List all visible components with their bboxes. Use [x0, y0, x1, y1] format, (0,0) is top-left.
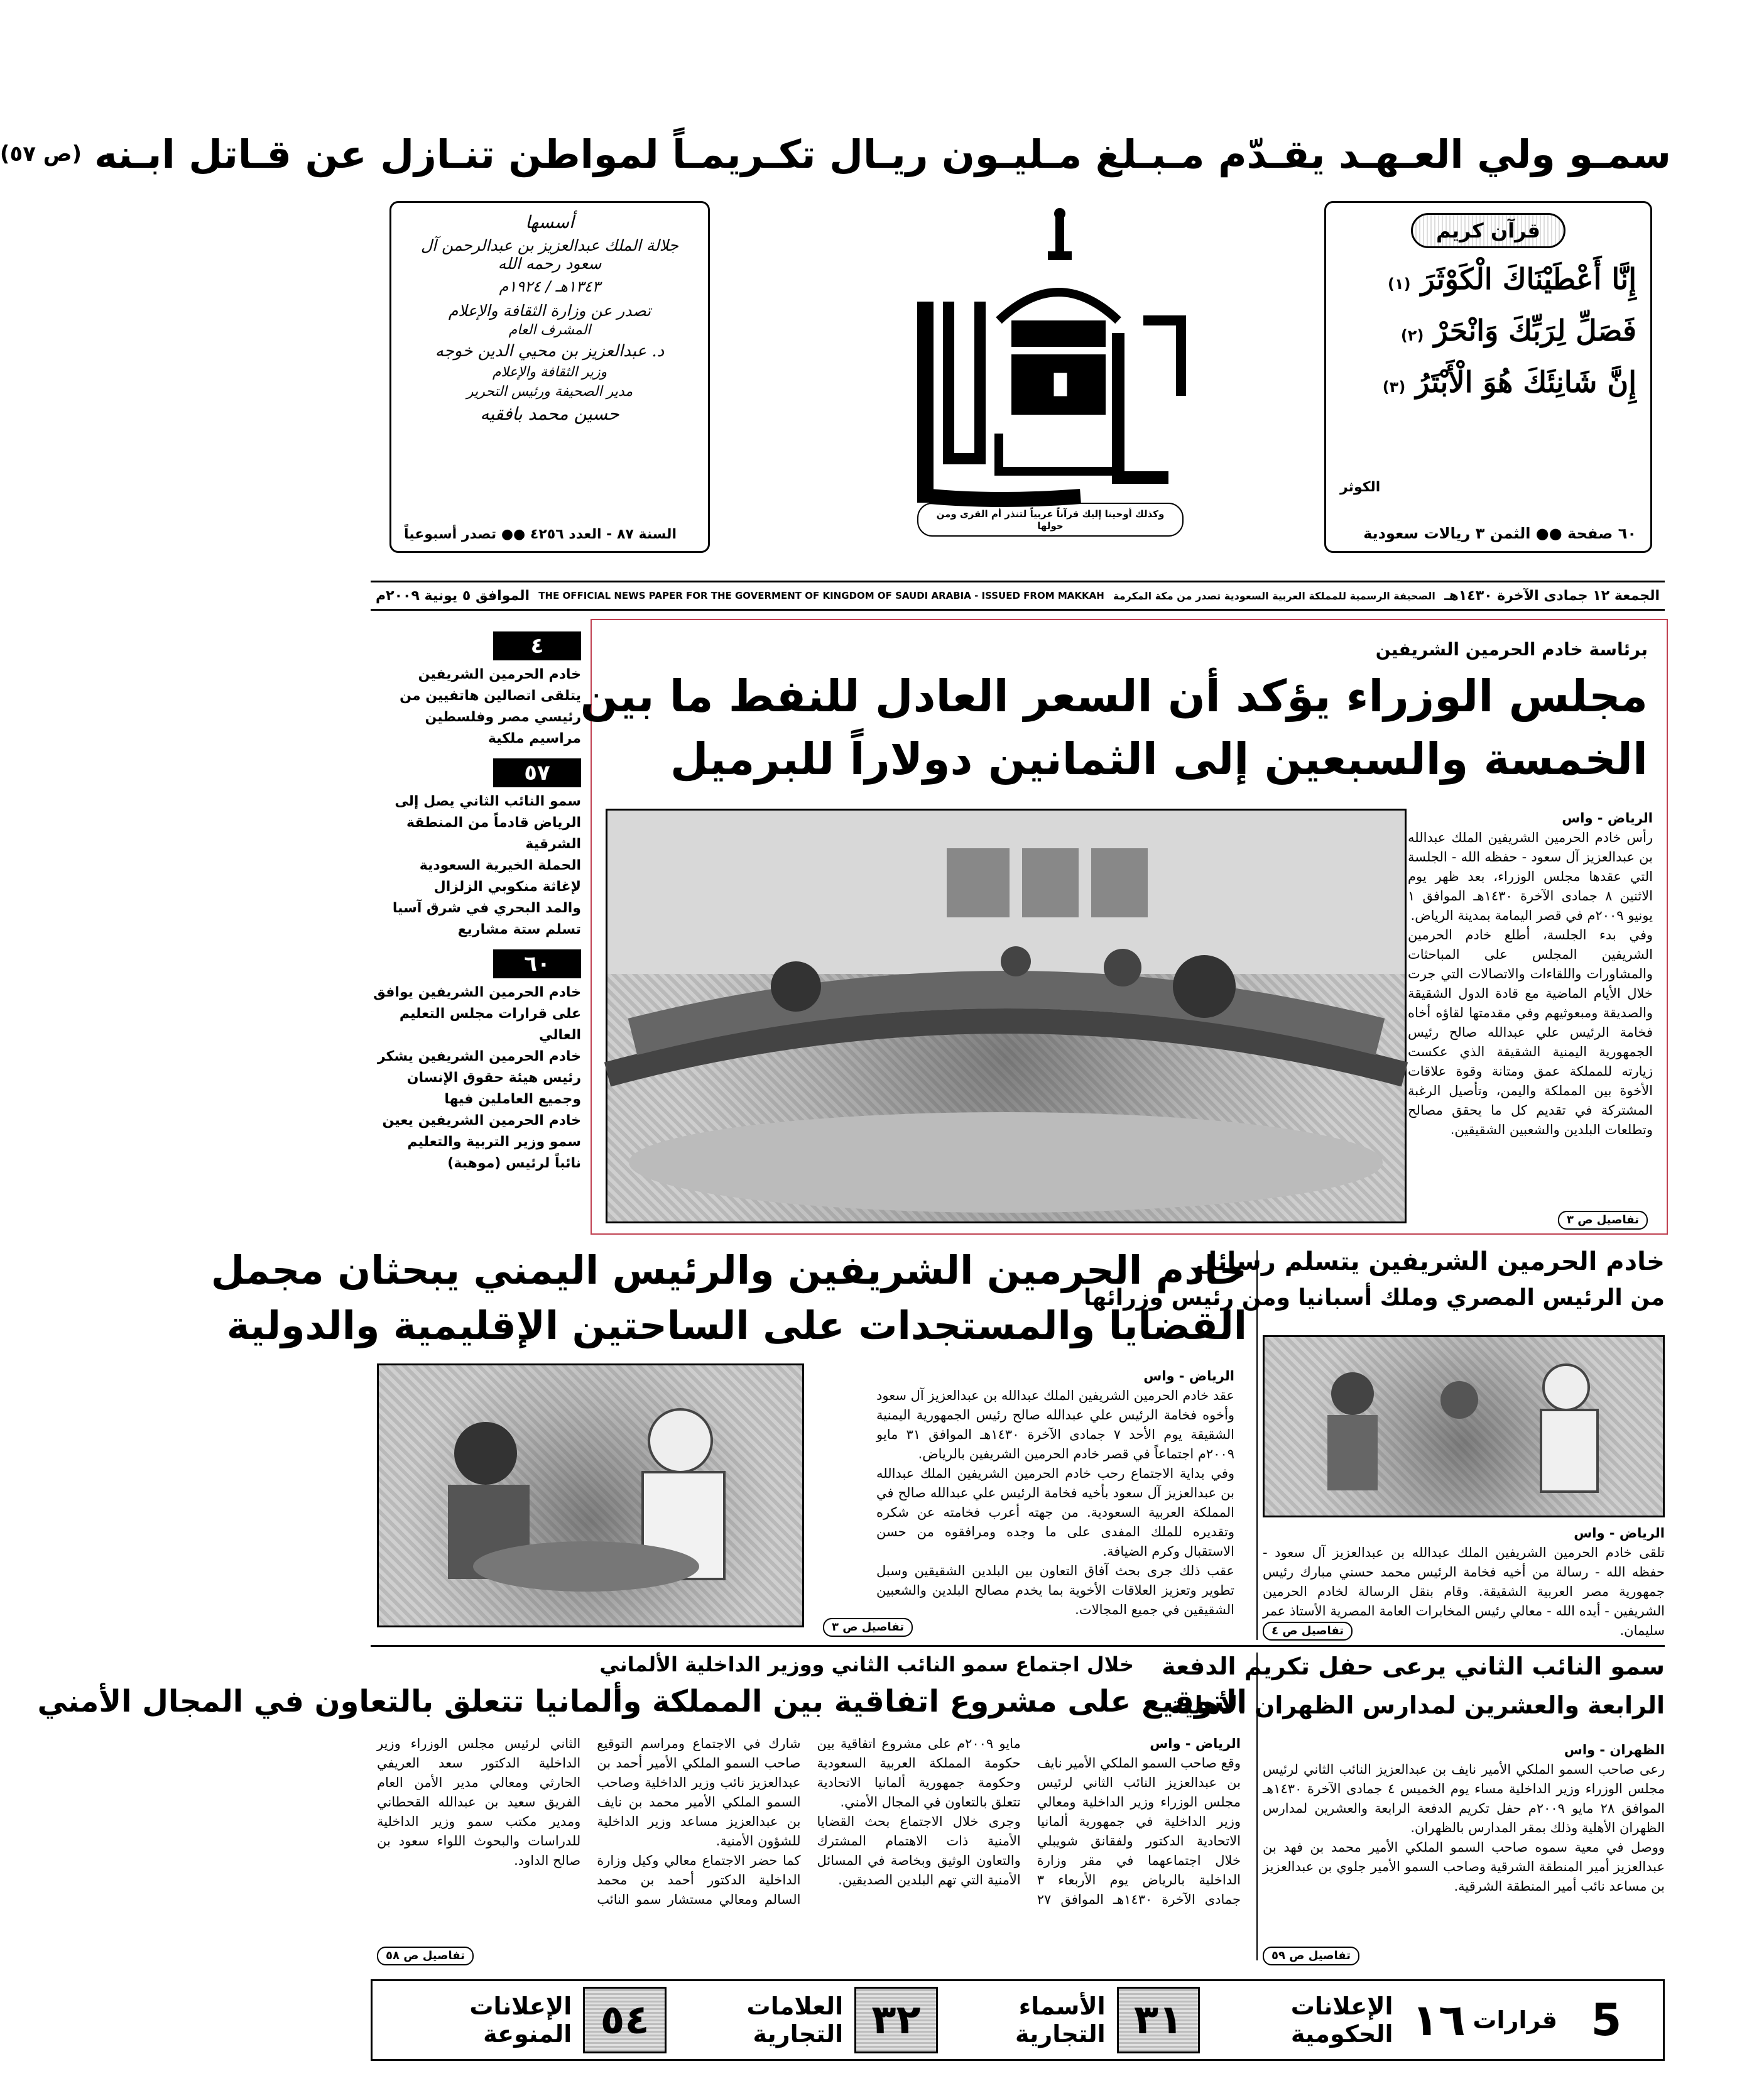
index-column [371, 631, 581, 1235]
dateline-arabic-desc: الصحيفة الرسمية للمملكة العربية السعودية تصدر من مكة المكرمة [1113, 589, 1435, 602]
yemen-paragraph: عقب ذلك جرى بحث آفاق التعاون بين البلدين الشقيقين وسبل تطوير وتعزيز العلاقات الأخوية بما يخدم مصالح البلدين والشعبين الشقيقين في جميع المجالات. [876, 1563, 1234, 1617]
index-item[interactable]: سمو النائب الثاني يصل إلى [395, 794, 581, 809]
founder-line-6: د. عبدالعزيز بن محيي الدين خوجه [435, 342, 665, 361]
story-germany [37, 1653, 1247, 1967]
index-item[interactable]: لإغاثة منكوبي الزلزال [433, 879, 581, 895]
index-item[interactable]: خادم الحرمين الشريفين يوافق [373, 985, 581, 1000]
index-item[interactable]: تسلم ستة مشاريع [457, 922, 581, 937]
index-item[interactable]: والمد البحري في شرق آسيا [392, 900, 581, 916]
index-item[interactable]: الرياض قادماً من المنطقة الشرقية [406, 815, 581, 852]
dhahran-headline-2: الرابعة والعشرين لمدارس الظهران الأهلية [1169, 1691, 1665, 1719]
details-label[interactable]: تفاصيل ص ٣ [1558, 1211, 1648, 1230]
dhahran-dateline: الظهران - واس [1564, 1742, 1665, 1757]
lead-headline-2: الخمسة والسبعين إلى الثمانين دولاراً للبرميل [670, 733, 1648, 785]
index-item[interactable]: رئيس هيئة حقوق الإنسان [406, 1070, 581, 1086]
germany-details-link[interactable] [377, 1947, 474, 1965]
bottom-item-gov-ads[interactable] [1200, 1992, 1473, 2048]
founder-line-4: تصدر عن وزارة الثقافة والإعلام [448, 302, 651, 320]
index-page-number: ٦٠ [493, 949, 581, 978]
index-section-1 [371, 631, 581, 750]
bottom-item-label: الأسماء التجارية [1015, 1992, 1106, 2048]
yemen-paragraph: وفي بداية الاجتماع رحب خادم الحرمين الشريفين الملك عبدالله بن عبدالعزيز آل سعود بأخيه فخامة الرئيس علي عبدالله صالح في المملكة العربية السعودية. من جهته أعرب فخامته عن شكره وتقديره للملك المفدى على ما وجده ومرافقوه من حسن الاستقبال وكرم الضيافة. [876, 1466, 1234, 1559]
germany-paragraph: وجرى خلال الاجتماع بحث القضايا الأمنية ذات الاهتمام المشترك والتعاون الوثيق وبخاصة في المسائل الأمنية التي تهم البلدين الصديقين. [817, 1814, 1021, 1888]
dateline-english: THE OFFICIAL NEWS PAPER FOR THE GOVERMENT OF KINGDOM OF SAUDI ARABIA - ISSUED FROM MAKKAH [538, 590, 1104, 601]
index-item[interactable]: خادم الحرمين الشريفين يشكر [377, 1049, 581, 1064]
leaders-seated-icon [379, 1365, 802, 1625]
lead-headline-1: مجلس الوزراء يؤكد أن السعر العادل للنفط ما بين [580, 670, 1648, 722]
letters-headline-2: من الرئيس المصري وملك أسبانيا ومن رئيس وزرائها [1083, 1285, 1665, 1311]
dhahran-headline-1: سمو النائب الثاني يرعى حفل تكريم الدفعة [1161, 1653, 1665, 1680]
germany-dateline: الرياض - واس [1150, 1736, 1241, 1751]
bottom-item-number: ٥٤ [583, 1987, 667, 2053]
top-banner [0, 126, 1671, 182]
dhahran-details-link[interactable] [1263, 1947, 1359, 1965]
bottom-item-label: العلامات التجارية [746, 1992, 844, 2048]
quran-verse-2 [1340, 314, 1636, 347]
verse-text: إِنَّا أَعْطَيْنَاكَ الْكَوْثَرَ [1420, 262, 1636, 296]
index-item[interactable]: مراسيم ملكية [487, 731, 581, 746]
index-item[interactable]: خادم الحرمين الشريفين يعين [382, 1113, 581, 1128]
index-item[interactable]: رئيسي مصر وفلسطين [425, 709, 581, 725]
quran-box [1324, 201, 1652, 553]
verse-number: (٣) [1382, 378, 1406, 396]
bottom-item-number: ٣٢ [854, 1987, 938, 2053]
letters-photo [1263, 1335, 1665, 1517]
index-item[interactable]: الحملة الخيرية السعودية [419, 858, 581, 873]
germany-text-columns [377, 1734, 1241, 1948]
dhahran-paragraph: رعى صاحب السمو الملكي الأمير نايف بن عبدالعزيز النائب الثاني لرئيس مجلس الوزراء وزير الداخلية مساء يوم الخميس ٤ جمادى الآخرة ١٤٣٠هـ الموافق ٢٨ مايو ٢٠٠٩م حفل تكريم الدفعة الرابعة والعشرين لمدارس الظهران الأهلية وذلك بمقر المدارس بالظهران. [1263, 1762, 1665, 1835]
index-item[interactable]: يتلقى اتصالين هاتفيين من [400, 688, 581, 704]
founder-box [389, 201, 710, 553]
top-banner-headline: سمـو ولي العـهـد يقـدّم مـبـلغ مـليـون ريـال تكـريمـاً لمواطن تنـازل عن قـاتل ابـنه [94, 131, 1671, 177]
quran-verse-1 [1340, 262, 1636, 296]
index-item[interactable]: سمو وزير التربية والتعليم [407, 1134, 581, 1150]
bottom-item-decisions[interactable] [1473, 1994, 1644, 2046]
bottom-item-number: ١٦ [1412, 1994, 1466, 2046]
quran-verse-3 [1340, 365, 1636, 399]
yemen-paragraph: عقد خادم الحرمين الشريفين الملك عبدالله بن عبدالعزيز آل سعود وأخوه فخامة الرئيس علي عبدالله صالح رئيس الجمهورية اليمنية الشقيقة يوم الأحد ٧ جمادى الآخرة ١٤٣٠هـ الموافق ٣١ مايو ٢٠٠٩م اجتماعاً في قصر خادم الحرمين الشريفين بالرياض. [876, 1388, 1235, 1461]
germany-headline: التوقيع على مشروع اتفاقية بين المملكة وألمانيا تتعلق بالتعاون في المجال الأمني [37, 1684, 1247, 1719]
bottom-item-misc-ads[interactable] [391, 1987, 667, 2053]
yemen-headline-1: خادم الحرمين الشريفين والرئيس اليمني يبحثان مجمل [210, 1247, 1247, 1293]
verse-text: فَصَلِّ لِرَبِّكَ وَانْحَرْ [1434, 314, 1636, 347]
lead-story [580, 619, 1668, 1235]
germany-paragraph: كما حضر الاجتماع معالي وكيل وزارة الداخلية الدكتور أحمد بن محمد السالم ومعالي مستشار سمو النائب الثاني لرئيس مجلس الوزراء وزير الداخلية الدكتور سعد العريفي الحارثي ومعالي مدير الأمن العام الفريق سعيد بن عبدالله القحطاني ومدير مكتب سمو وزير الداخلية للدراسات والبحوث اللواء سعود بن صالح الداود. [377, 1736, 801, 1907]
germany-paragraph: شارك في الاجتماع ومراسم التوقيع صاحب السمو الملكي الأمير أحمد بن عبدالعزيز نائب وزير الداخلية وصاحب السمو الملكي الأمير محمد بن نايف بن عبدالعزيز مساعد وزير الداخلية للشؤون الأمنية. [597, 1736, 801, 1849]
index-item[interactable]: نائباً لرئيس (موهبة) [447, 1156, 581, 1171]
founder-line-7: وزير الثقافة والإعلام [492, 364, 607, 380]
founder-line-5: المشرف العام [508, 322, 591, 338]
bottom-index-bar [371, 1979, 1665, 2061]
letters-details-link[interactable] [1263, 1622, 1353, 1641]
germany-paragraph: وقع صاحب السمو الملكي الأمير نايف بن عبدالعزيز النائب الثاني لرئيس مجلس الوزراء وزير الداخلية ومعالي وزير الداخلية في جمهورية ألمانيا الاتحادية الدكتور ولفقانق شويبلي خلال اجتماعهما في مقر وزارة الداخلية بالرياض يوم الأربعاء ٣ جمادى الآخرة ١٤٣٠هـ الموافق ٢٧ مايو ٢٠٠٩م على مشروع اتفاقية بين حكومة المملكة العربية السعودية وحكومة جمهورية ألمانيا الاتحادية تتعلق بالتعاون في المجال الأمني. [817, 1736, 1241, 1907]
founder-line-3: ١٣٤٣هـ / ١٩٢٤م [499, 278, 601, 295]
details-label[interactable]: تفاصيل ص ٥٩ [1263, 1947, 1359, 1965]
details-label[interactable]: تفاصيل ص ٤ [1263, 1622, 1353, 1641]
dateline-hijri: الجمعة ١٢ جمادى الآخرة ١٤٣٠هـ [1444, 587, 1660, 604]
bottom-item-label: الإعلانات الحكومية [1290, 1992, 1393, 2048]
germany-kicker: خلال اجتماع سمو النائب الثاني ووزير الداخلية الألماني [599, 1653, 1134, 1676]
bottom-item-number: ٣١ [1117, 1987, 1200, 2053]
quran-surah: الكوثر [1340, 479, 1381, 495]
yemen-headline-2: القضايا والمستجدات على الساحتين الإقليمية والدولية [226, 1303, 1247, 1348]
bottom-item-number: 5 [1591, 1994, 1622, 2046]
letters-paragraph: تلقى خادم الحرمين الشريفين الملك عبدالله بن عبدالعزيز آل سعود - حفظه الله - رسالة من أخيه فخامة الرئيس محمد حسني مبارك رئيس جمهورية مصر العربية الشقيقة. وقام بنقل الرسالة لخادم الحرمين الشريفين - أيده الله - معالي رئيس المخابرات العامة المصرية الأستاذ عمر سليمان. [1263, 1545, 1665, 1638]
index-section-3 [371, 949, 581, 1174]
founder-line-8: مدير الصحيفة ورئيس التحرير [466, 384, 633, 400]
lead-paragraph: رأس خادم الحرمين الشريفين الملك عبدالله بن عبدالعزيز آل سعود - حفظه الله - الجلسة التي عقدها مجلس الوزراء، بعد ظهر يوم الاثنين ٨ جمادى الآخرة ١٤٣٠هـ الموافق ١ يونيو ٢٠٠٩م في قصر اليمامة بمدينة الرياض. [1408, 830, 1653, 923]
yemen-text-column [876, 1367, 1234, 1618]
founder-line-1: أسسها [525, 212, 574, 232]
index-item[interactable]: وجميع العاملين فيها [444, 1091, 581, 1107]
section-divider [371, 1645, 1665, 1647]
verse-text: إِنَّ شَانِئَكَ هُوَ الْأَبْتَرُ [1415, 365, 1636, 399]
dhahran-text [1263, 1740, 1665, 1942]
index-item[interactable]: على قرارات مجلس التعليم العالي [399, 1006, 581, 1043]
lead-details-link[interactable] [1558, 1211, 1648, 1230]
lead-paragraph: وفي بدء الجلسة، أطلع خادم الحرمين الشريفين المجلس على المباحثات والمشاورات واللقاءات والاتصالات التي جرت خلال الأيام الماضية مع قادة الدول الشقيقة والصديقة ومبعوثيهم وفي مقدمتها لقاؤه أخاه فخامة الرئيس علي عبدالله صالح رئيس الجمهورية اليمنية الشقيقة الذي عكست زيارته للمملكة عمق ومتانة وقوة علاقات الأخوة بين المملكة واليمن، وتأصيل الرغبة المشتركة في تقديم كل ما يحقق مصالح وتطلعات البلدين والشعبين الشقيقين. [1408, 927, 1653, 1137]
quran-footer: ٦٠ صفحة ●● الثمن ٣ ريالات سعودية [1363, 525, 1636, 542]
details-label[interactable]: تفاصيل ص ٥٨ [377, 1947, 474, 1965]
verse-number: (١) [1387, 275, 1411, 293]
lead-text-column [1408, 809, 1653, 1211]
dhahran-paragraph: ووصل في معية سموه صاحب السمو الملكي الأمير محمد بن فهد بن عبدالعزيز أمير المنطقة الشرقية وصاحب السمو الأمير جلوي بن عبدالعزيز بن مساعد نائب أمير المنطقة الشرقية. [1263, 1840, 1665, 1894]
cabinet-meeting-icon [607, 811, 1405, 1221]
letters-dateline: الرياض - واس [1574, 1526, 1665, 1541]
bottom-item-trademarks[interactable] [667, 1987, 938, 2053]
yemen-dateline: الرياض - واس [1143, 1369, 1234, 1384]
quran-tag: قرآن كريم [1411, 213, 1565, 248]
lead-kicker: برئاسة خادم الحرمين الشريفين [1375, 639, 1648, 660]
letters-headline-1: خادم الحرمين الشريفين يتسلم رسائل [1195, 1247, 1665, 1276]
index-section-2 [371, 758, 581, 941]
masthead-motto-text: وكذلك أوحينا إليك قرآناً عربياً لتنذر أم القرى ومن حولها [936, 508, 1165, 532]
yemen-photo [377, 1363, 804, 1627]
dateline [371, 581, 1665, 611]
founder-line-2: جلالة الملك عبدالعزيز بن عبدالرحمن آل سعود رحمه الله [420, 236, 679, 273]
bottom-item-label: الإعلانات المنوعة [469, 1992, 572, 2048]
verse-number: (٢) [1400, 327, 1424, 344]
bottom-item-trade-names[interactable] [938, 1987, 1200, 2053]
story-letters [1083, 1247, 1665, 1643]
yemen-details-link[interactable] [823, 1618, 913, 1637]
top-banner-page-ref: (ص ٥٧) [0, 141, 82, 167]
bottom-item-label: قرارات [1473, 2006, 1557, 2034]
index-page-number: ٥٧ [493, 758, 581, 787]
leaders-meeting-icon [1265, 1337, 1663, 1516]
founder-line-9: حسين محمد بافقيه [480, 403, 619, 424]
lead-dateline: الرياض - واس [1562, 811, 1653, 826]
founder-footer: السنة ٨٧ - العدد ٤٢٥٦ ●● تصدر أسبوعياً [404, 527, 677, 542]
details-label[interactable]: تفاصيل ص ٣ [823, 1618, 913, 1637]
dateline-gregorian: الموافق ٥ يونية ٢٠٠٩م [376, 587, 530, 604]
index-item[interactable]: خادم الحرمين الشريفين [418, 667, 581, 682]
masthead-motto [917, 503, 1184, 537]
kaaba-logo-icon [905, 207, 1194, 503]
masthead [905, 207, 1194, 559]
lead-photo [606, 809, 1407, 1223]
index-page-number: ٤ [493, 631, 581, 660]
